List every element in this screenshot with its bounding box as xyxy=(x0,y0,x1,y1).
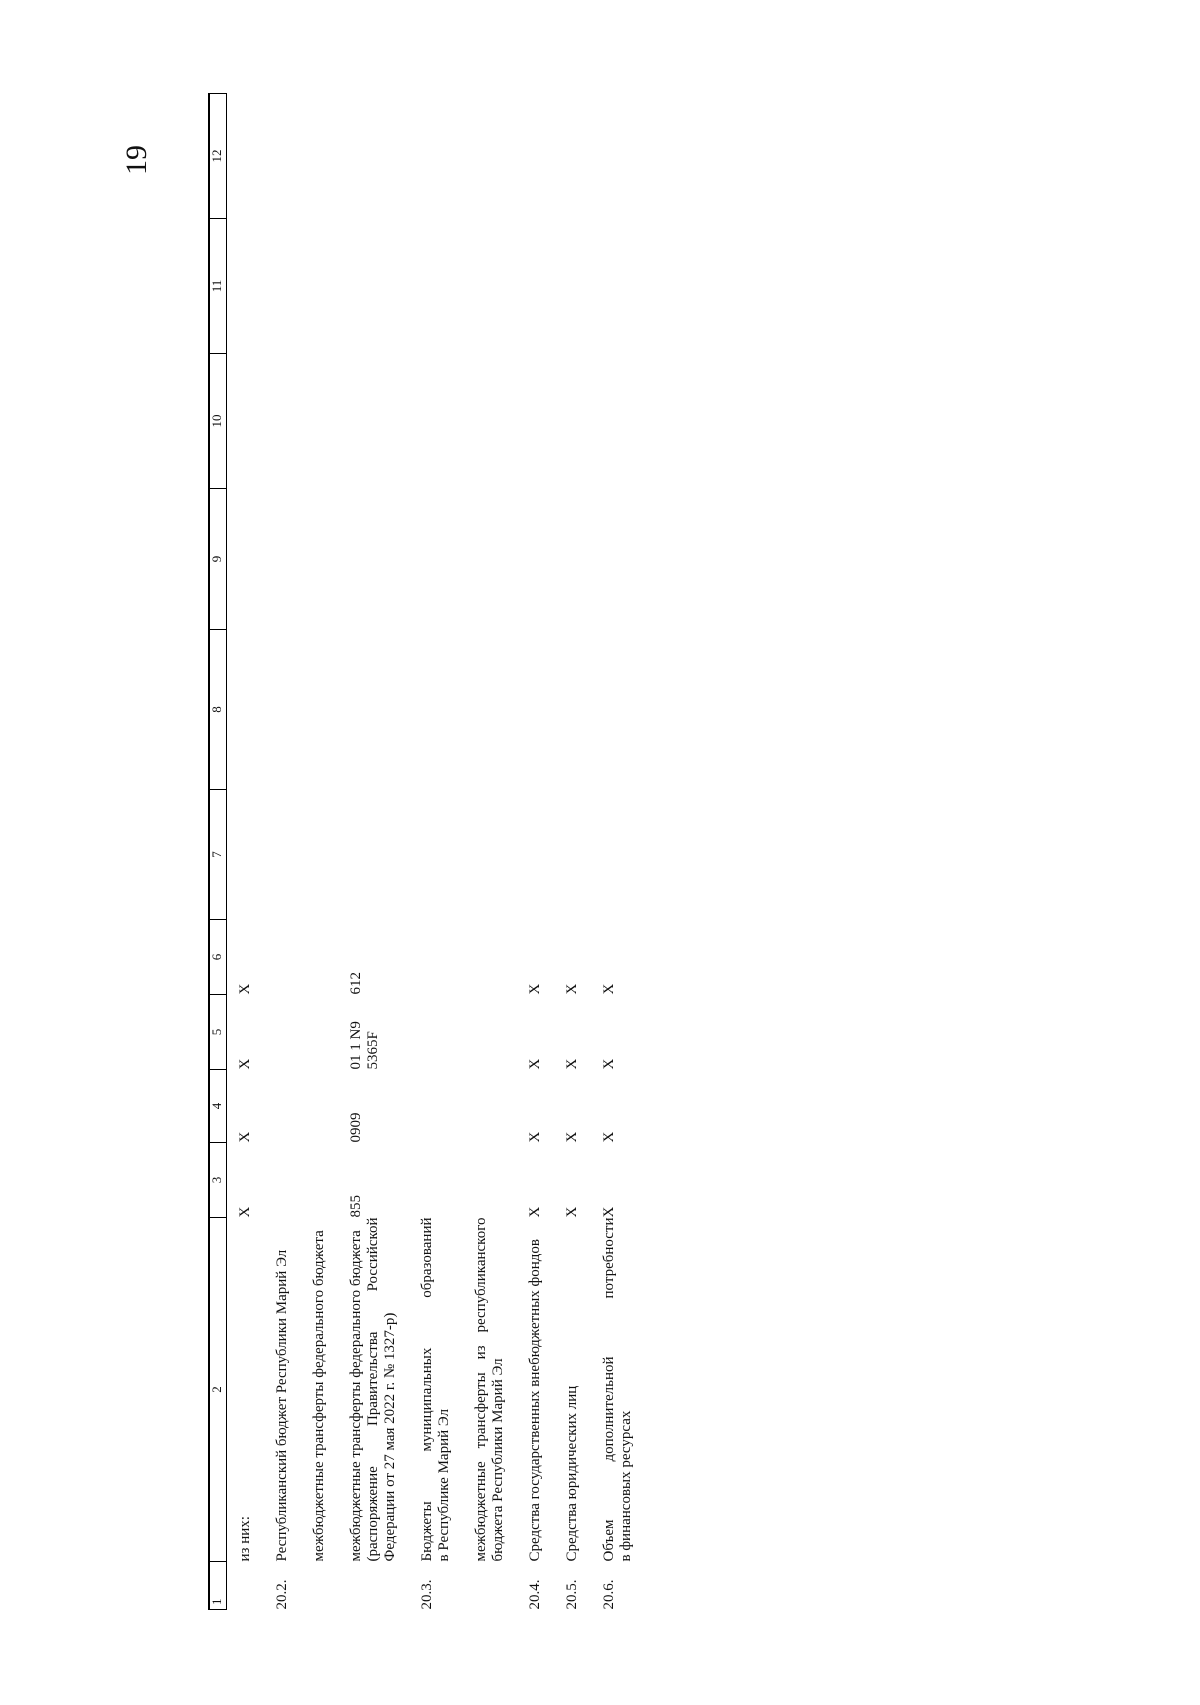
cell-col4 xyxy=(301,1070,338,1143)
cell-col5: X xyxy=(237,1058,253,1070)
table-row xyxy=(591,94,645,1610)
cell-col6 xyxy=(463,920,517,995)
cell-col4: 0909 xyxy=(348,1112,364,1143)
cell-col4 xyxy=(409,1070,463,1143)
cell-col3: X xyxy=(237,1206,253,1218)
cell-col5 xyxy=(301,995,338,1070)
cell-col6: X xyxy=(564,983,580,995)
table-row xyxy=(517,94,554,1610)
cell-col3 xyxy=(463,1143,517,1218)
cell-col4: X xyxy=(237,1131,253,1143)
table-row xyxy=(554,94,591,1610)
table-row xyxy=(409,94,463,1610)
header-cell: 7 xyxy=(209,790,227,920)
budget-table xyxy=(208,93,645,1610)
cell-col5: 01 1 N9 5365F xyxy=(348,1021,381,1070)
row-description: межбюджетные трансферты федерального бюджета xyxy=(311,1230,327,1562)
table-row xyxy=(264,94,301,1610)
cell-col4: X xyxy=(527,1131,543,1143)
row-description: Средства государственных внебюджетных фондов xyxy=(527,1239,543,1562)
cell-col6: X xyxy=(237,983,253,995)
table-header-row xyxy=(209,94,227,1610)
cell-col3: X xyxy=(527,1206,543,1218)
cell-col6: 612 xyxy=(348,972,364,995)
page-number: 19 xyxy=(120,145,153,175)
cell-col6 xyxy=(409,920,463,995)
cell-col4 xyxy=(264,1070,301,1143)
row-description: межбюджетные трансферты федерального бюджета (распоряжение Правительства Российской Федерации от 27 мая 2022 г. № 1327-р) xyxy=(348,1217,398,1562)
cell-col3: X xyxy=(564,1206,580,1218)
row-description: межбюджетные трансферты из республиканского бюджета Республики Марий Эл xyxy=(473,1217,506,1562)
row-number: 20.3. xyxy=(419,1579,435,1610)
header-cell: 11 xyxy=(209,219,227,354)
table-row xyxy=(463,94,517,1610)
cell-col5 xyxy=(409,995,463,1070)
cell-col4 xyxy=(463,1070,517,1143)
row-number: 20.2. xyxy=(274,1579,290,1610)
header-cell: 8 xyxy=(209,630,227,790)
cell-col4: X xyxy=(564,1131,580,1143)
header-cell: 3 xyxy=(209,1143,227,1218)
header-cell: 2 xyxy=(209,1218,227,1562)
row-number xyxy=(338,1562,409,1610)
cell-col3 xyxy=(301,1143,338,1218)
row-number: 20.6. xyxy=(601,1579,617,1610)
header-cell: 12 xyxy=(209,94,227,219)
row-number: 20.5. xyxy=(564,1579,580,1610)
cell-col6: X xyxy=(527,983,543,995)
cell-col4: X xyxy=(601,1131,617,1143)
cell-col5: X xyxy=(527,1058,543,1070)
row-number: 20.4. xyxy=(527,1579,543,1610)
cell-col6 xyxy=(264,920,301,995)
header-cell: 10 xyxy=(209,354,227,489)
header-cell: 5 xyxy=(209,995,227,1070)
row-description: Объем дополнительной потребности в финансовых ресурсах xyxy=(601,1217,634,1562)
cell-col3 xyxy=(264,1143,301,1218)
row-description: Республиканский бюджет Республики Марий Эл xyxy=(274,1249,290,1562)
table-row xyxy=(227,94,265,1610)
row-number xyxy=(301,1562,338,1610)
table-row xyxy=(338,94,409,1610)
cell-col5: X xyxy=(564,1058,580,1070)
cell-col6: X xyxy=(601,983,617,995)
cell-col3: 855 xyxy=(348,1195,364,1218)
row-description: из них: xyxy=(237,1516,253,1562)
table-row xyxy=(301,94,338,1610)
row-number xyxy=(463,1562,517,1610)
cell-col5 xyxy=(264,995,301,1070)
row-description: Бюджеты муниципальных образований в Республике Марий Эл xyxy=(419,1217,452,1562)
header-cell: 4 xyxy=(209,1070,227,1143)
cell-col6 xyxy=(301,920,338,995)
header-cell: 9 xyxy=(209,489,227,630)
header-cell: 6 xyxy=(209,920,227,995)
cell-col3: X xyxy=(601,1206,617,1218)
row-number xyxy=(227,1562,265,1610)
header-cell: 1 xyxy=(209,1562,227,1610)
cell-col5: X xyxy=(601,1058,617,1070)
row-description: Средства юридических лиц xyxy=(564,1385,580,1562)
cell-col3 xyxy=(409,1143,463,1218)
cell-col5 xyxy=(463,995,517,1070)
